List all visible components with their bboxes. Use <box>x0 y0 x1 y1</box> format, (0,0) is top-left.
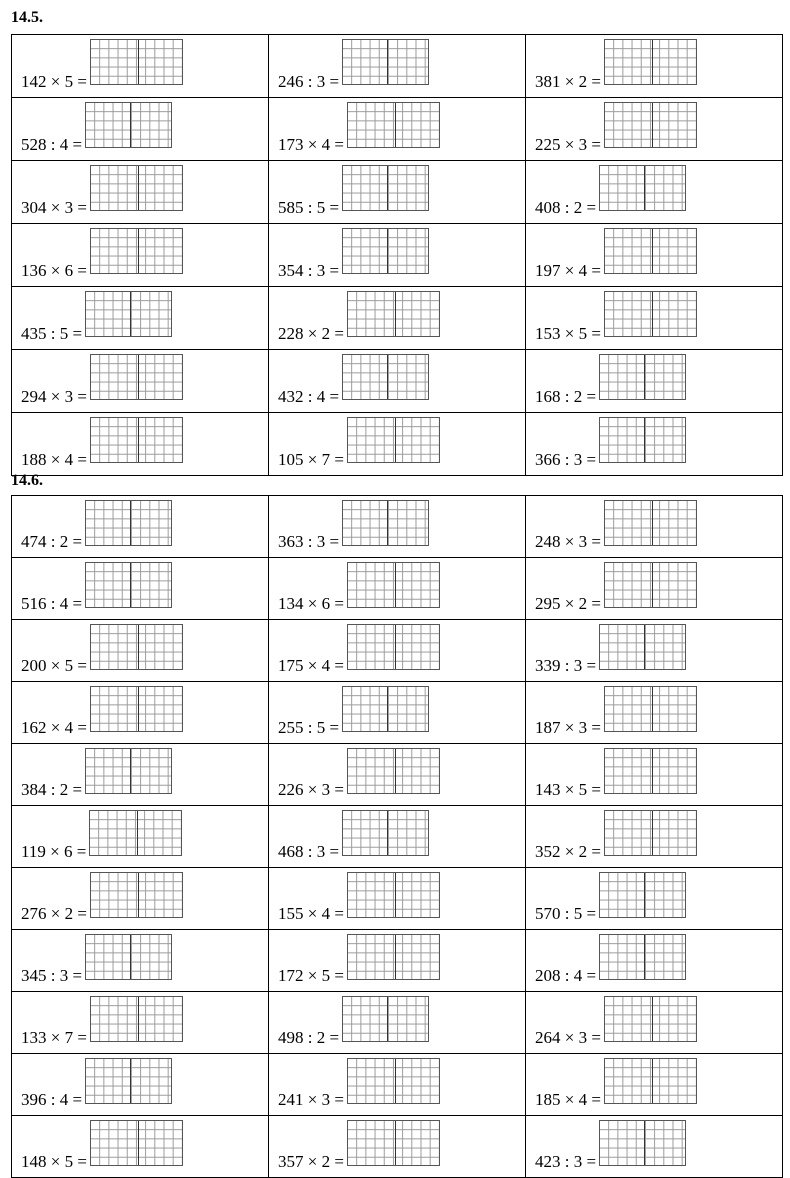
answer-grid-box[interactable] <box>85 1058 172 1104</box>
answer-grid-box[interactable] <box>85 102 172 148</box>
answer-grid-box[interactable] <box>604 996 697 1042</box>
problem-363-div-3: 363 : 3 = <box>278 532 340 551</box>
exercise-cell <box>269 930 526 992</box>
answer-grid-box[interactable] <box>90 417 183 463</box>
problem-185-times-4: 185 × 4 = <box>535 1090 601 1109</box>
exercise-cell <box>12 350 269 413</box>
answer-grid-box[interactable] <box>347 417 440 463</box>
exercise-cell <box>269 35 526 98</box>
problem-255-div-5: 255 : 5 = <box>278 718 340 737</box>
answer-grid-box[interactable] <box>604 810 697 856</box>
exercise-row <box>12 224 783 287</box>
exercise-row <box>12 930 783 992</box>
exercise-row <box>12 992 783 1054</box>
exercise-cell <box>12 98 269 161</box>
answer-grid-box[interactable] <box>342 500 429 546</box>
exercise-cell <box>269 413 526 476</box>
exercise-cell <box>12 161 269 224</box>
answer-grid-box[interactable] <box>604 500 697 546</box>
exercise-cell <box>269 287 526 350</box>
problem-136-times-6: 136 × 6 = <box>21 261 87 280</box>
exercise-cell <box>269 496 526 558</box>
problem-366-div-3: 366 : 3 = <box>535 450 597 469</box>
answer-grid-box[interactable] <box>85 500 172 546</box>
problem-197-times-4: 197 × 4 = <box>535 261 601 280</box>
answer-grid-box[interactable] <box>90 354 183 400</box>
exercise-cell <box>269 224 526 287</box>
answer-grid-box[interactable] <box>599 354 686 400</box>
exercise-cell <box>12 992 269 1054</box>
exercise-row <box>12 98 783 161</box>
problem-187-times-3: 187 × 3 = <box>535 718 601 737</box>
problem-381-times-2: 381 × 2 = <box>535 72 601 91</box>
exercise-cell <box>12 224 269 287</box>
problem-384-div-2: 384 : 2 = <box>21 780 83 799</box>
exercise-row <box>12 620 783 682</box>
exercise-cell <box>269 98 526 161</box>
exercise-cell <box>526 744 783 806</box>
problem-295-times-2: 295 × 2 = <box>535 594 601 613</box>
answer-grid-box[interactable] <box>90 165 183 211</box>
answer-grid-box[interactable] <box>599 417 686 463</box>
answer-grid-box[interactable] <box>604 562 697 608</box>
problem-241-times-3: 241 × 3 = <box>278 1090 344 1109</box>
problem-133-times-7: 133 × 7 = <box>21 1028 87 1047</box>
answer-grid-box[interactable] <box>90 1120 183 1166</box>
exercise-cell <box>12 682 269 744</box>
problem-155-times-4: 155 × 4 = <box>278 904 344 923</box>
exercise-row <box>12 682 783 744</box>
problem-498-div-2: 498 : 2 = <box>278 1028 340 1047</box>
section-title-14-5: 14.5. <box>11 9 43 26</box>
answer-grid-box[interactable] <box>604 228 697 274</box>
problem-173-times-4: 173 × 4 = <box>278 135 344 154</box>
answer-grid-box[interactable] <box>347 624 440 670</box>
problem-148-times-5: 148 × 5 = <box>21 1152 87 1171</box>
exercise-cell <box>526 496 783 558</box>
exercise-cell <box>526 413 783 476</box>
exercise-cell <box>269 806 526 868</box>
problem-226-times-3: 226 × 3 = <box>278 780 344 799</box>
problem-435-div-5: 435 : 5 = <box>21 324 83 343</box>
answer-grid-box[interactable] <box>342 228 429 274</box>
answer-grid-box[interactable] <box>347 102 440 148</box>
answer-grid-box[interactable] <box>347 872 440 918</box>
problem-188-times-4: 188 × 4 = <box>21 450 87 469</box>
exercise-table-14-6 <box>11 495 783 1178</box>
answer-grid-box[interactable] <box>85 748 172 794</box>
problem-423-div-3: 423 : 3 = <box>535 1152 597 1171</box>
answer-grid-box[interactable] <box>342 810 429 856</box>
answer-grid-box[interactable] <box>342 996 429 1042</box>
exercise-cell <box>269 350 526 413</box>
exercise-cell <box>526 1116 783 1178</box>
exercise-cell <box>526 930 783 992</box>
exercise-cell <box>269 992 526 1054</box>
problem-352-times-2: 352 × 2 = <box>535 842 601 861</box>
problem-208-div-4: 208 : 4 = <box>535 966 597 985</box>
problem-276-times-2: 276 × 2 = <box>21 904 87 923</box>
exercise-cell <box>12 1054 269 1116</box>
exercise-cell <box>526 1054 783 1116</box>
answer-grid-box[interactable] <box>347 562 440 608</box>
problem-143-times-5: 143 × 5 = <box>535 780 601 799</box>
problem-294-times-3: 294 × 3 = <box>21 387 87 406</box>
exercise-cell <box>526 558 783 620</box>
exercise-row <box>12 350 783 413</box>
problem-264-times-3: 264 × 3 = <box>535 1028 601 1047</box>
exercise-cell <box>12 930 269 992</box>
exercise-cell <box>269 1054 526 1116</box>
problem-396-div-4: 396 : 4 = <box>21 1090 83 1109</box>
answer-grid-box[interactable] <box>85 562 172 608</box>
exercise-cell <box>526 161 783 224</box>
exercise-row <box>12 806 783 868</box>
exercise-cell <box>12 744 269 806</box>
answer-grid-box[interactable] <box>342 165 429 211</box>
exercise-cell <box>12 868 269 930</box>
exercise-cell <box>269 1116 526 1178</box>
exercise-row <box>12 868 783 930</box>
exercise-row <box>12 558 783 620</box>
problem-248-times-3: 248 × 3 = <box>535 532 601 551</box>
exercise-cell <box>12 1116 269 1178</box>
answer-grid-box[interactable] <box>342 39 429 85</box>
exercise-cell <box>526 806 783 868</box>
exercise-row <box>12 35 783 98</box>
problem-432-div-4: 432 : 4 = <box>278 387 340 406</box>
answer-grid-box[interactable] <box>604 686 697 732</box>
answer-grid-box[interactable] <box>347 291 440 337</box>
exercise-cell <box>12 806 269 868</box>
problem-516-div-4: 516 : 4 = <box>21 594 83 613</box>
exercise-cell <box>12 287 269 350</box>
problem-175-times-4: 175 × 4 = <box>278 656 344 675</box>
exercise-cell <box>269 161 526 224</box>
problem-142-times-5: 142 × 5 = <box>21 72 87 91</box>
exercise-cell <box>12 496 269 558</box>
answer-grid-box[interactable] <box>342 354 429 400</box>
exercise-cell <box>526 224 783 287</box>
problem-172-times-5: 172 × 5 = <box>278 966 344 985</box>
problem-304-times-3: 304 × 3 = <box>21 198 87 217</box>
section-title-14-6: 14.6. <box>11 472 43 489</box>
exercise-cell <box>526 350 783 413</box>
answer-grid-box[interactable] <box>599 934 686 980</box>
problem-153-times-5: 153 × 5 = <box>535 324 601 343</box>
answer-grid-box[interactable] <box>85 934 172 980</box>
exercise-cell <box>526 620 783 682</box>
problem-408-div-2: 408 : 2 = <box>535 198 597 217</box>
exercise-table-14-5 <box>11 34 783 476</box>
exercise-cell <box>269 682 526 744</box>
exercise-row <box>12 744 783 806</box>
exercise-cell <box>526 98 783 161</box>
answer-grid-box[interactable] <box>599 624 686 670</box>
answer-grid-box[interactable] <box>347 1058 440 1104</box>
problem-585-div-5: 585 : 5 = <box>278 198 340 217</box>
answer-grid-box[interactable] <box>89 810 182 856</box>
exercise-cell <box>269 558 526 620</box>
answer-grid-box[interactable] <box>90 624 183 670</box>
answer-grid-box[interactable] <box>90 228 183 274</box>
answer-grid-box[interactable] <box>90 872 183 918</box>
answer-grid-box[interactable] <box>347 1120 440 1166</box>
problem-528-div-4: 528 : 4 = <box>21 135 83 154</box>
exercise-cell <box>12 558 269 620</box>
exercise-cell <box>526 287 783 350</box>
exercise-row <box>12 1116 783 1178</box>
answer-grid-box[interactable] <box>604 1058 697 1104</box>
problem-246-div-3: 246 : 3 = <box>278 72 340 91</box>
exercise-cell <box>269 620 526 682</box>
answer-grid-box[interactable] <box>604 748 697 794</box>
problem-200-times-5: 200 × 5 = <box>21 656 87 675</box>
exercise-cell <box>12 620 269 682</box>
exercise-cell <box>526 35 783 98</box>
exercise-cell <box>526 868 783 930</box>
problem-345-div-3: 345 : 3 = <box>21 966 83 985</box>
answer-grid-box[interactable] <box>599 1120 686 1166</box>
problem-570-div-5: 570 : 5 = <box>535 904 597 923</box>
problem-162-times-4: 162 × 4 = <box>21 718 87 737</box>
answer-grid-box[interactable] <box>604 102 697 148</box>
exercise-row <box>12 413 783 476</box>
answer-grid-box[interactable] <box>599 872 686 918</box>
answer-grid-box[interactable] <box>604 39 697 85</box>
exercise-cell <box>269 868 526 930</box>
exercise-cell <box>12 413 269 476</box>
exercise-row <box>12 161 783 224</box>
problem-119-times-6: 119 × 6 = <box>21 842 87 861</box>
answer-grid-box[interactable] <box>90 996 183 1042</box>
answer-grid-box[interactable] <box>85 291 172 337</box>
problem-105-times-7: 105 × 7 = <box>278 450 344 469</box>
exercise-row <box>12 496 783 558</box>
answer-grid-box[interactable] <box>599 165 686 211</box>
answer-grid-box[interactable] <box>90 686 183 732</box>
answer-grid-box[interactable] <box>342 686 429 732</box>
problem-168-div-2: 168 : 2 = <box>535 387 597 406</box>
problem-354-div-3: 354 : 3 = <box>278 261 340 280</box>
problem-357-times-2: 357 × 2 = <box>278 1152 344 1171</box>
problem-134-times-6: 134 × 6 = <box>278 594 344 613</box>
exercise-cell <box>12 35 269 98</box>
exercise-row <box>12 1054 783 1116</box>
problem-339-div-3: 339 : 3 = <box>535 656 597 675</box>
answer-grid-box[interactable] <box>604 291 697 337</box>
exercise-row <box>12 287 783 350</box>
exercise-cell <box>526 682 783 744</box>
answer-grid-box[interactable] <box>347 748 440 794</box>
exercise-cell <box>526 992 783 1054</box>
exercise-cell <box>269 744 526 806</box>
answer-grid-box[interactable] <box>90 39 183 85</box>
problem-225-times-3: 225 × 3 = <box>535 135 601 154</box>
answer-grid-box[interactable] <box>347 934 440 980</box>
problem-228-times-2: 228 × 2 = <box>278 324 344 343</box>
problem-468-div-3: 468 : 3 = <box>278 842 340 861</box>
problem-474-div-2: 474 : 2 = <box>21 532 83 551</box>
